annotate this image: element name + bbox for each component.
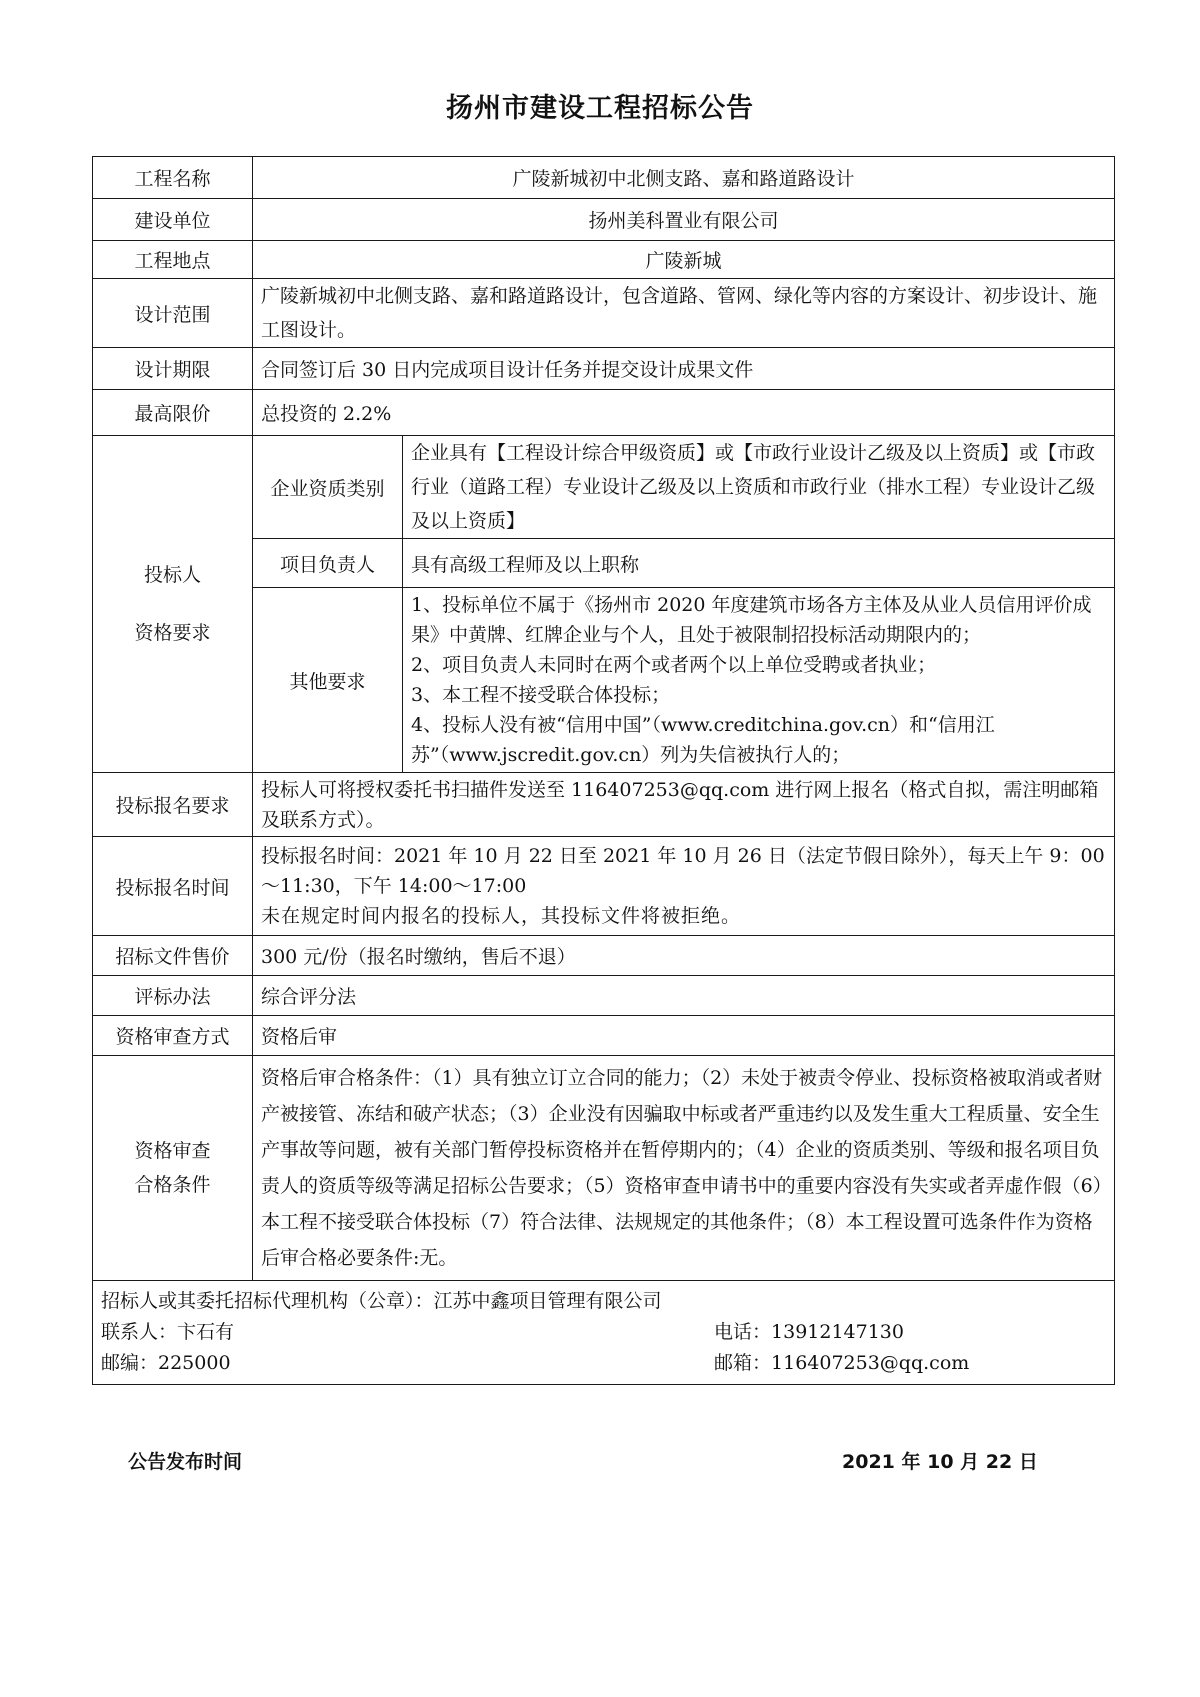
design-scope-label: 设计范围 xyxy=(93,279,253,348)
max-price-label: 最高限价 xyxy=(93,390,253,436)
other-requirement-item: 2、项目负责人未同时在两个或者两个以上单位受聘或者执业； xyxy=(411,654,937,676)
location-label: 工程地点 xyxy=(93,241,253,279)
location-value: 广陵新城 xyxy=(253,241,1115,279)
doc-price-label: 招标文件售价 xyxy=(93,936,253,976)
agency-info xyxy=(93,1281,1115,1385)
review-conditions-label-line1: 资格审查 xyxy=(134,1140,211,1162)
agency-zip-row xyxy=(101,1348,1106,1379)
qualification-label-line1: 投标人 xyxy=(143,564,201,586)
builder-value: 扬州美科置业有限公司 xyxy=(253,199,1115,241)
row-design-scope xyxy=(93,279,1115,348)
agency-email: 邮箱：116407253@qq.com xyxy=(714,1352,970,1374)
row-location xyxy=(93,241,1115,279)
agency-line: 招标人或其委托招标代理机构（公章）：江苏中鑫项目管理有限公司 xyxy=(101,1290,662,1312)
eval-method-value: 综合评分法 xyxy=(253,976,1115,1016)
row-review-conditions xyxy=(93,1056,1115,1281)
other-requirements-list xyxy=(403,588,1115,773)
row-review-method xyxy=(93,1016,1115,1056)
review-method-value: 资格后审 xyxy=(253,1016,1115,1056)
page-title: 扬州市建设工程招标公告 xyxy=(446,93,754,124)
agency-contact: 联系人：卞石有 xyxy=(101,1321,235,1343)
company-qualification-label: 企业资质类别 xyxy=(253,436,403,539)
row-project-name xyxy=(93,157,1115,199)
registration-time-line1: 投标报名时间：2021 年 10 月 22 日至 2021 年 10 月 26 日（法定节假日除外），每天上午 9：00～11:30，下午 14:00～17:00 xyxy=(261,845,1105,897)
registration-time-line2: 未在规定时间内报名的投标人，其投标文件将被拒绝。 xyxy=(261,905,742,927)
row-registration-requirement xyxy=(93,773,1115,837)
project-name-value: 广陵新城初中北侧支路、嘉和路道路设计 xyxy=(253,157,1115,199)
other-requirement-item: 3、本工程不接受联合体投标； xyxy=(411,684,671,706)
qualification-label xyxy=(93,436,253,773)
doc-price-value: 300 元/份（报名时缴纳，售后不退） xyxy=(253,936,1115,976)
review-conditions-label xyxy=(93,1056,253,1281)
other-requirement-item: 4、投标人没有被“信用中国”（www.creditchina.gov.cn）和“信用江苏”（www.jscredit.gov.cn）列为失信被执行人的； xyxy=(411,714,995,766)
agency-zip: 邮编：225000 xyxy=(101,1352,231,1374)
design-scope-value: 广陵新城初中北侧支路、嘉和路道路设计，包含道路、管网、绿化等内容的方案设计、初步设计、施工图设计。 xyxy=(253,279,1115,348)
other-requirements-label: 其他要求 xyxy=(253,588,403,773)
registration-requirement-value: 投标人可将授权委托书扫描件发送至 116407253@qq.com 进行网上报名（格式自拟，需注明邮箱及联系方式）。 xyxy=(253,773,1115,837)
agency-contact-row xyxy=(101,1317,1106,1348)
row-builder xyxy=(93,199,1115,241)
registration-time-label: 投标报名时间 xyxy=(93,837,253,936)
review-method-label: 资格审查方式 xyxy=(93,1016,253,1056)
row-design-period xyxy=(93,348,1115,390)
publish-time-label: 公告发布时间 xyxy=(128,1451,243,1473)
registration-time-value xyxy=(253,837,1115,936)
row-max-price xyxy=(93,390,1115,436)
project-manager-value: 具有高级工程师及以上职称 xyxy=(403,539,1115,588)
project-manager-label: 项目负责人 xyxy=(253,539,403,588)
design-period-label: 设计期限 xyxy=(93,348,253,390)
max-price-value: 总投资的 2.2% xyxy=(253,390,1115,436)
qualification-label-line2: 资格要求 xyxy=(134,622,211,644)
row-registration-time xyxy=(93,837,1115,936)
row-company-qualification xyxy=(93,436,1115,539)
row-eval-method xyxy=(93,976,1115,1016)
builder-label: 建设单位 xyxy=(93,199,253,241)
eval-method-label: 评标办法 xyxy=(93,976,253,1016)
review-conditions-label-line2: 合格条件 xyxy=(134,1174,211,1196)
registration-requirement-label: 投标报名要求 xyxy=(93,773,253,837)
publish-date: 2021 年 10 月 22 日 xyxy=(842,1451,1038,1473)
review-conditions-value: 资格后审合格条件：（1）具有独立订立合同的能力；（2）未处于被责令停业、投标资格被取消或者财产被接管、冻结和破产状态；（3）企业没有因骗取中标或者严重违约以及发生重大工程质量、安全生产事故等问题，被有关部门暂停投标资格并在暂停期内的；（4）企业的资质类别、等级和报名项目负责人的资质等级等满足招标公告要求；（5）资格审查申请书中的重要内容没有失实或者弄虚作假（6）本工程不接受联合体投标（7）符合法律、法规规定的其他条件；（8）本工程设置可选条件作为资格后审合格必要条件:无。 xyxy=(253,1056,1115,1281)
row-doc-price xyxy=(93,936,1115,976)
company-qualification-value: 企业具有【工程设计综合甲级资质】或【市政行业设计乙级及以上资质】或【市政行业（道路工程）专业设计乙级及以上资质和市政行业（排水工程）专业设计乙级及以上资质】 xyxy=(403,436,1115,539)
announcement-table xyxy=(92,156,1115,1385)
row-agency xyxy=(93,1281,1115,1385)
agency-phone: 电话：13912147130 xyxy=(714,1321,904,1343)
design-period-value: 合同签订后 30 日内完成项目设计任务并提交设计成果文件 xyxy=(253,348,1115,390)
project-name-label: 工程名称 xyxy=(93,157,253,199)
other-requirement-item: 1、投标单位不属于《扬州市 2020 年度建筑市场各方主体及从业人员信用评价成果》中黄牌、红牌企业与个人，且处于被限制招投标活动期限内的； xyxy=(411,594,1092,646)
